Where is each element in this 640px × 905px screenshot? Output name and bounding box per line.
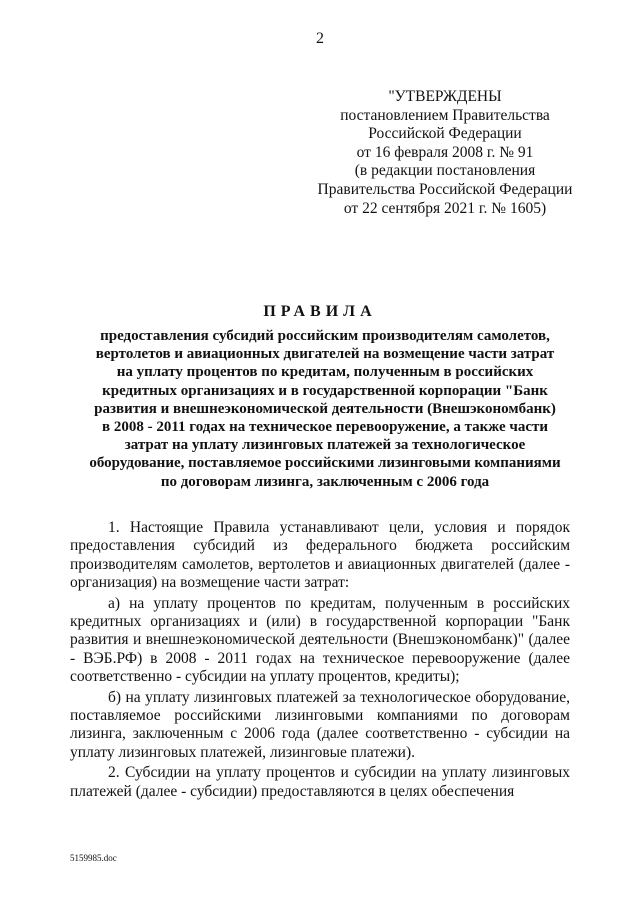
approval-line: (в редакции постановления [354,162,536,180]
subtitle-line: по договорам лизинга, заключенным с 2006 года [160,473,490,490]
subtitle-line: на уплату процентов по кредитам, полученным в российских [116,364,534,381]
subtitle-line: затрат на уплату лизинговых платежей за технологическое [124,437,526,454]
page-number: 2 [316,30,324,47]
subtitle-line: вертолетов и авиационных двигателей на возмещение части затрат [95,346,555,363]
paragraph-2: 2. Субсидии на уплату процентов и субсидии на уплату лизинговых платежей (далее - субсидии) предоставляются в целях обеспечения [70,764,570,800]
approval-line: постановлением Правительства [340,106,550,124]
approval-line: Правительства Российской Федерации [317,180,573,198]
footer-filename: 5159985.doc [70,853,117,863]
approval-line: "УТВЕРЖДЕНЫ [388,88,502,105]
subtitle-line: предоставления субсидий российским производителям самолетов, [100,328,550,344]
document-title: ПРАВИЛА [263,303,377,320]
document-subtitle [60,327,590,491]
paragraph-1a: а) на уплату процентов по кредитам, полученным в российских кредитных организациях и (или) в государственной корпорации "Банк развития и внешнеэкономической деятельности (Внешэкономбанк)" (далее - ВЭБ.РФ) в 2008 - 2011 годах на техническое перевооружение (далее соответственно - субсидии на уплату процентов, кредиты); [70,594,570,686]
approval-line: от 22 сентября 2021 г. № 1605) [343,199,547,217]
paragraph-1b: б) на уплату лизинговых платежей за технологическое оборудование, поставляемое российскими лизинговыми компаниями по договорам лизинга, заключенным с 2006 года (далее соответственно - субсидии на уплату лизинговых платежей, лизинговые платежи). [70,688,570,761]
subtitle-line: кредитных организациях и в государственной корпорации "Банк [102,382,548,399]
approval-block [300,88,590,218]
subtitle-line: оборудование, поставляемое российскими лизинговыми компаниями [89,455,561,472]
approval-line: Российской Федерации [368,125,522,143]
subtitle-line: развития и внешнеэкономической деятельности (Внешэкономбанк) [94,400,556,417]
paragraph-1: 1. Настоящие Правила устанавливают цели, условия и порядок предоставления субсидий из федерального бюджета российским производителям самолетов, вертолетов и авиационных двигателей (далее - организация) на возмещение части затрат: [70,519,570,592]
subtitle-line: в 2008 - 2011 годах на техническое перевооружение, а также части [101,419,548,436]
document-body [70,519,570,803]
approval-line: от 16 февраля 2008 г. № 91 [356,143,534,161]
